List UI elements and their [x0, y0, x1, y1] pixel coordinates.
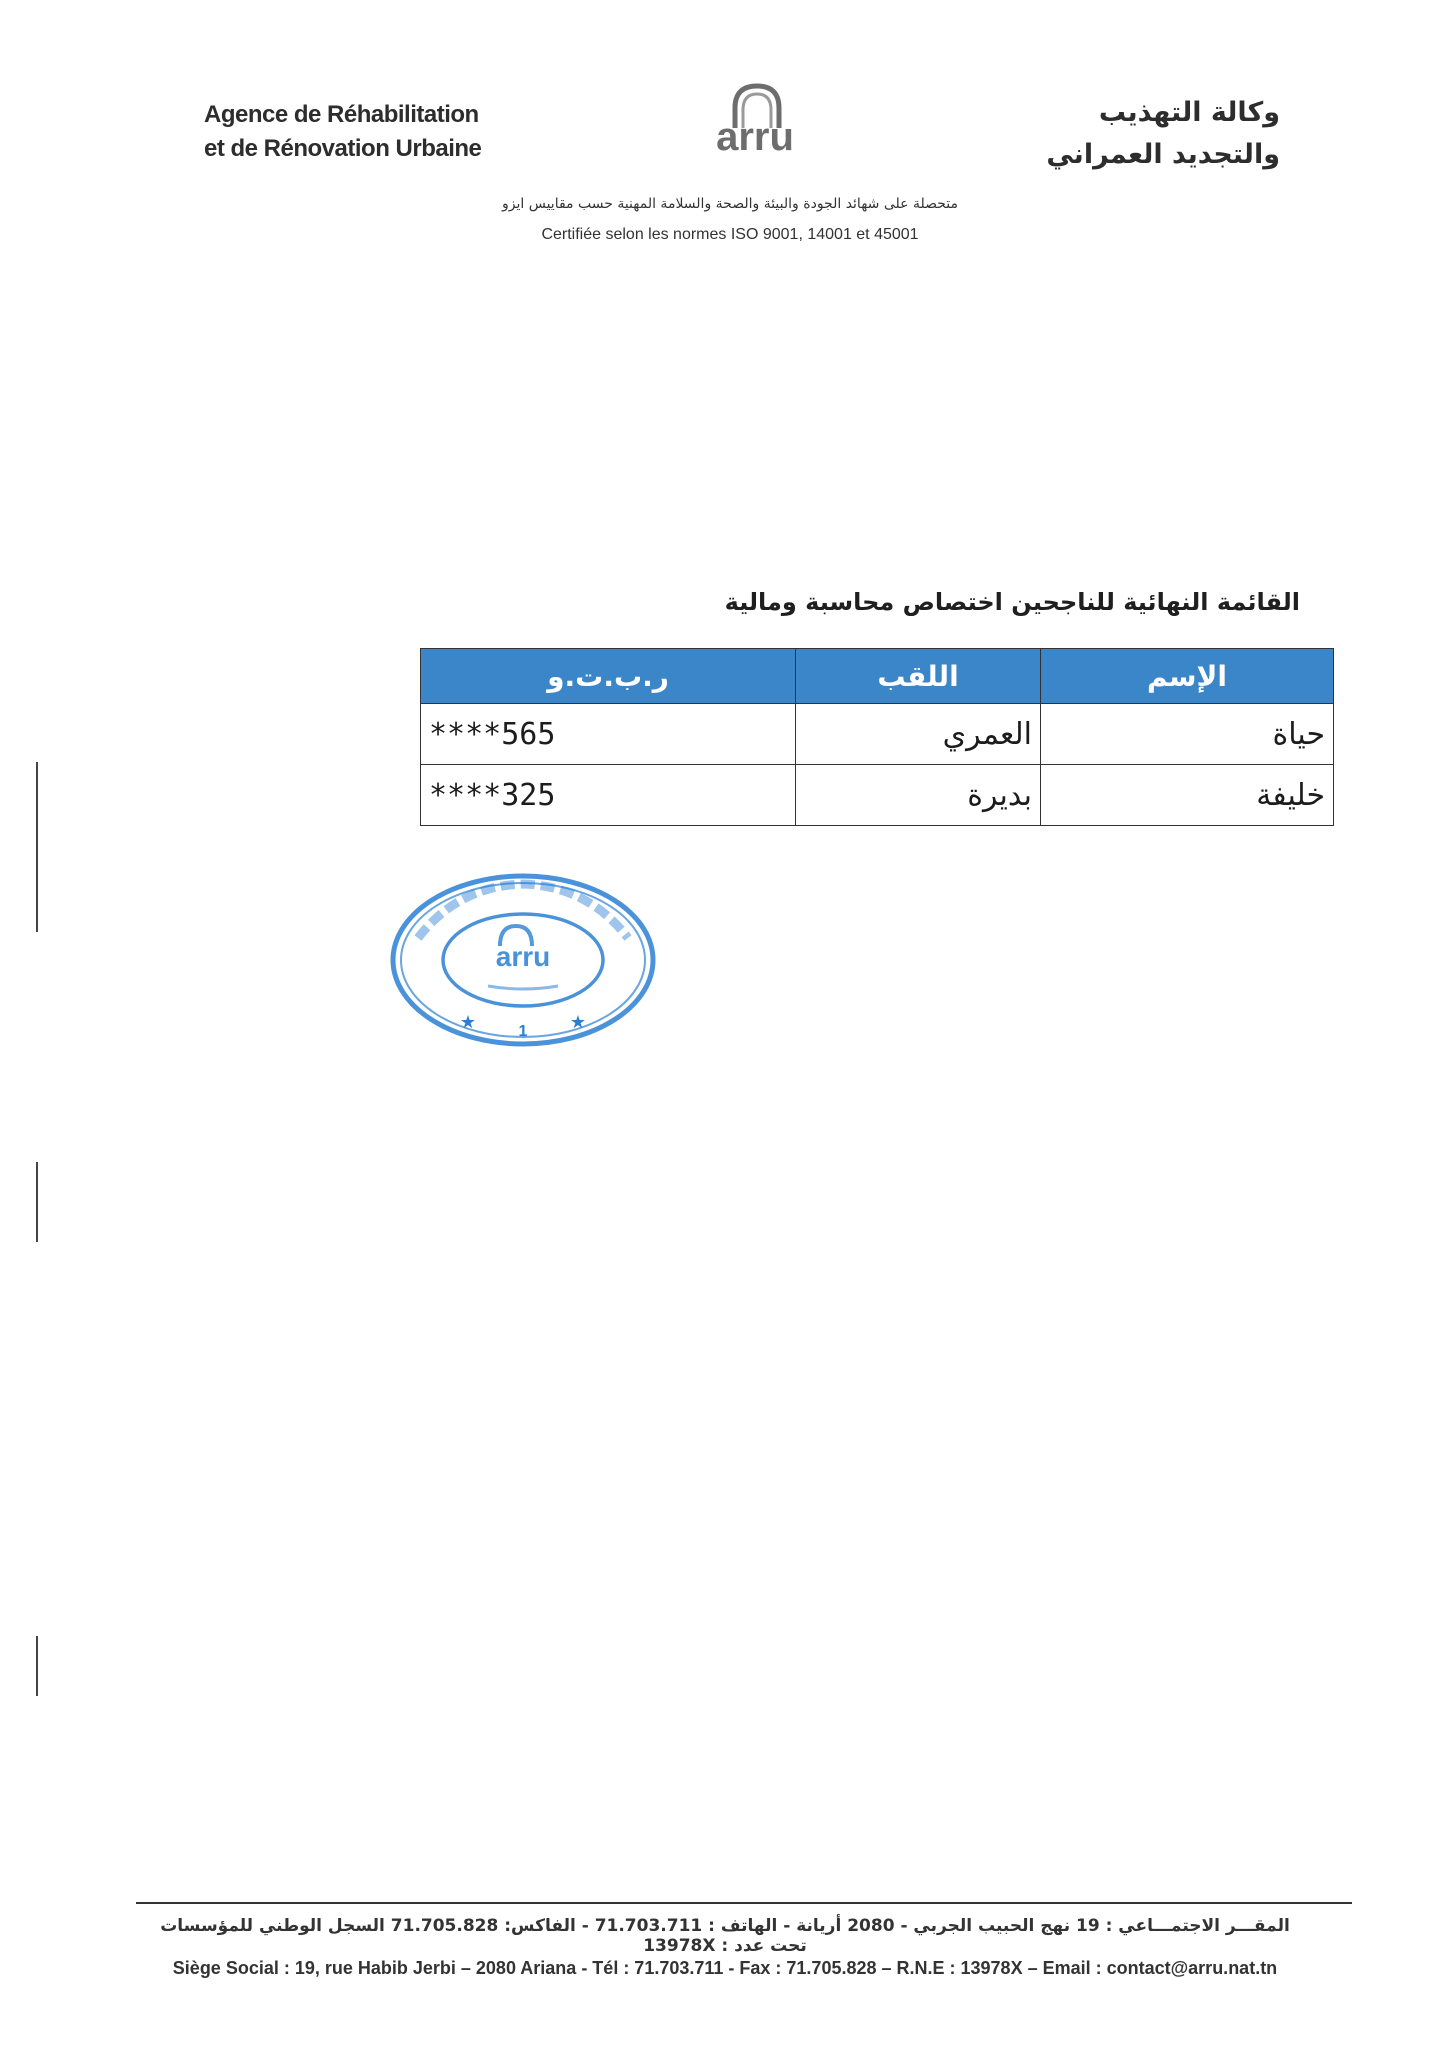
margin-mark: [36, 762, 38, 932]
footer-address-ar: المقـــر الاجتمـــاعي : 19 نهج الحبيب الجربي - 2080 أريانة - الهاتف : 71.703.711 - الفاكس: 71.705.828 السجل الوطني للمؤسسات تحت عدد : 13978X: [160, 1916, 1290, 1956]
certification-ar: متحصلة على شهائد الجودة والبيئة والصحة والسلامة المهنية حسب مقاييس ايزو: [502, 196, 958, 212]
header-last-name: اللقب: [796, 649, 1041, 704]
footer-divider: [136, 1902, 1352, 1904]
table-row: [421, 704, 1334, 765]
cell-last-name: العمري: [796, 704, 1041, 765]
arru-logo: [695, 80, 815, 170]
certification-fr: Certifiée selon les normes ISO 9001, 14001 et 45001: [541, 226, 919, 243]
stamp-number: 1: [518, 1023, 528, 1040]
org-name-fr-line1: Agence de Réhabilitation: [204, 101, 479, 128]
cell-id: ****325: [421, 765, 796, 826]
table-row: [421, 765, 1334, 826]
list-title: القائمة النهائية للناجحين اختصاص محاسبة ومالية: [724, 588, 1300, 616]
stamp-star-icon: ★: [459, 1012, 477, 1033]
header-id: ر.ب.ت.و: [421, 649, 796, 704]
stamp-star-icon: ★: [569, 1012, 587, 1033]
header-first-name: الإسم: [1041, 649, 1334, 704]
cell-first-name: حياة: [1041, 704, 1334, 765]
cell-id: ****565: [421, 704, 796, 765]
footer-address-fr: Siège Social : 19, rue Habib Jerbi – 2080 Ariana - Tél : 71.703.711 - Fax : 71.705.828 – R.N.E : 13978X – Email : contact@arru.nat.tn: [172, 1958, 1278, 1978]
org-name-ar-line2: والتجديد العمراني: [1046, 139, 1280, 170]
cell-last-name: بديرة: [796, 765, 1041, 826]
cell-first-name: خليفة: [1041, 765, 1334, 826]
stamp-logo-text: arru: [495, 941, 551, 972]
org-name-fr-line2: et de Rénovation Urbaine: [204, 135, 482, 162]
org-name-ar-line1: وكالة التهذيب: [1098, 97, 1280, 128]
logo-text: arru: [716, 115, 794, 159]
table-header-row: [421, 649, 1334, 704]
results-table: [420, 648, 1334, 826]
org-name-fr: [204, 98, 524, 166]
official-stamp: [388, 868, 658, 1053]
org-name-ar: [950, 92, 1280, 176]
margin-mark: [36, 1162, 38, 1242]
margin-mark: [36, 1636, 38, 1696]
